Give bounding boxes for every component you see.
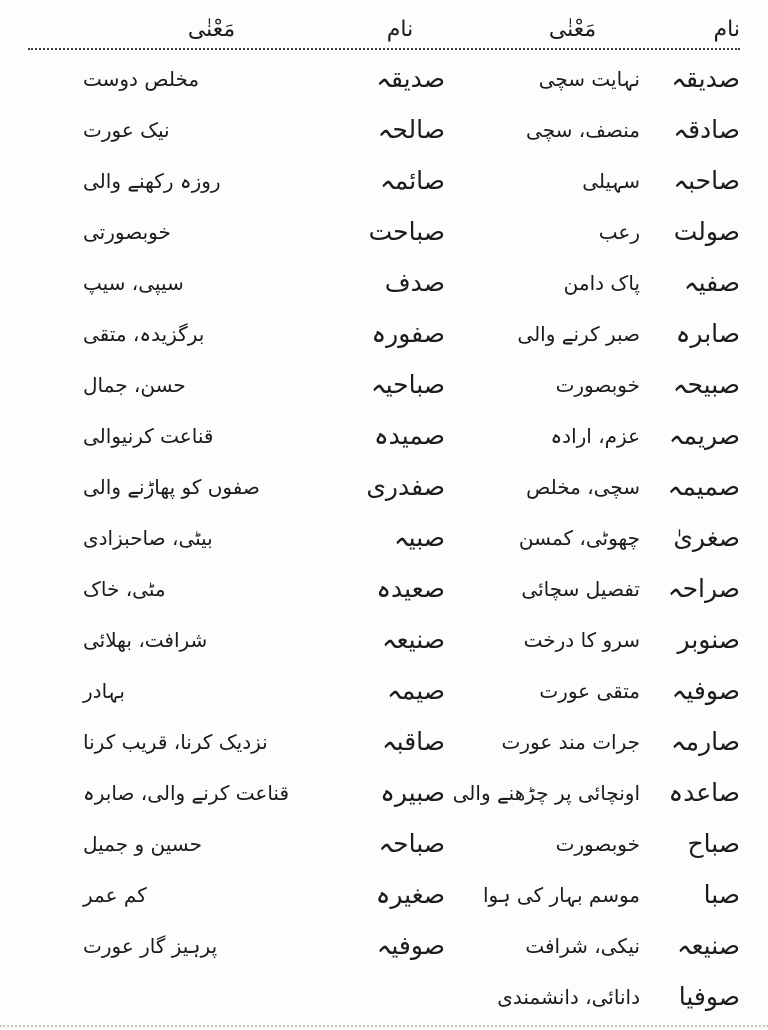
table-body [28,54,740,1023]
meaning-cell-right: پاک دامن [563,271,640,295]
meaning-cell-right: تفصیل سچائی [521,577,640,601]
meaning-cell-left: مخلص دوست [83,67,200,91]
name-cell-left: صدف [384,268,445,298]
meaning-cell-right: دانائی، دانشمندی [497,985,640,1009]
name-cell-right: صریمہ [668,421,740,451]
meaning-cell-right: نیکی، شرافت [525,934,640,958]
meaning-cell-right: موسم بہار کی ہوا [482,883,640,907]
meaning-cell-right: نہایت سچی [538,67,640,91]
name-cell-right: صنوبر [677,625,740,655]
meaning-cell-right: اونچائی پر چڑھنے والی [452,781,640,805]
meaning-cell-right: جرات مند عورت [501,730,640,754]
meaning-cell-right: چھوٹی، کمسن [518,526,640,550]
name-cell-left: صوفیہ [376,931,445,961]
header-dotted-rule [28,48,740,50]
name-cell-right: صنیعہ [676,931,740,961]
name-cell-right: صبا [703,880,740,910]
meaning-cell-left: حسین و جمیل [83,832,202,856]
meaning-cell-right: صبر کرنے والی [517,322,640,346]
name-cell-right: صارمہ [671,727,740,757]
table-row [28,972,740,1023]
table-row [28,156,740,207]
name-cell-right: صولت [673,217,740,247]
meaning-cell-left: خوبصورتی [83,220,171,244]
meaning-cell-right: سرو کا درخت [523,628,640,652]
name-cell-left: صبیہ [394,523,445,553]
name-cell-right: صاحبہ [673,166,740,196]
name-cell-right: صاعدہ [668,778,740,808]
name-cell-left: صباحیہ [370,370,445,400]
name-cell-left: صمیدہ [374,421,445,451]
name-cell-left: صدیقہ [376,64,445,94]
table-row [28,768,740,819]
table-row [28,564,740,615]
meaning-cell-left: کم عمر [83,883,147,907]
table-header [28,6,740,42]
meaning-cell-left: روزہ رکھنے والی [83,169,221,193]
name-cell-left: صعیدہ [376,574,445,604]
meaning-cell-left: سیپی، سیپ [83,271,184,295]
table-row [28,921,740,972]
table-row [28,258,740,309]
name-cell-left: صاقبہ [382,727,445,757]
table-row [28,54,740,105]
name-cell-left: صالحہ [377,115,445,145]
meaning-cell-left: نزدیک کرنا، قریب کرنا [83,730,268,754]
table-row [28,513,740,564]
header-meaning-right: مَعْنٰی [548,16,597,42]
name-cell-left: صبیرہ [380,778,445,808]
meaning-cell-left: بہادر [83,679,125,703]
table-row [28,717,740,768]
meaning-cell-right: خوبصورت [555,832,640,856]
meaning-cell-right: رعب [598,220,640,244]
table-row [28,666,740,717]
meaning-cell-left: صفوں کو پھاڑنے والی [83,475,260,499]
table-row [28,105,740,156]
table-row [28,615,740,666]
name-cell-left: صباحت [368,217,445,247]
bottom-dotted-rule [0,1025,768,1027]
meaning-cell-left: نیک عورت [83,118,170,142]
header-meaning-left: مَعْنٰی [187,16,236,42]
name-cell-left: صفورہ [371,319,445,349]
table-row [28,207,740,258]
meaning-cell-left: حسن، جمال [83,373,186,397]
name-cell-left: صائمہ [380,166,445,196]
header-name-right: نام [713,16,740,42]
meaning-cell-left: پرہیز گار عورت [83,934,218,958]
name-cell-left: صفدری [366,472,445,502]
name-cell-right: صدیقہ [671,64,740,94]
meaning-cell-left: شرافت، بھلائی [83,628,208,652]
meaning-cell-right: عزم، ارادہ [550,424,640,448]
table-row [28,309,740,360]
name-cell-left: صغیرہ [375,880,445,910]
name-cell-left: صباحہ [378,829,445,859]
meaning-cell-left: بیٹی، صاحبزادی [83,526,213,550]
name-cell-right: صادقہ [673,115,740,145]
name-cell-right: صوفیا [678,982,740,1012]
meaning-cell-right: منصف، سچی [526,118,640,142]
header-name-left: نام [386,16,414,42]
meaning-cell-right: متقی عورت [539,679,640,703]
meaning-cell-right: خوبصورت [555,373,640,397]
name-cell-right: صغریٰ [673,523,740,553]
table-row [28,360,740,411]
name-cell-right: صمیمہ [667,472,740,502]
meaning-cell-left: برگزیدہ، متقی [83,322,205,346]
table-row [28,462,740,513]
name-cell-right: صوفیہ [671,676,740,706]
name-cell-right: صراحہ [667,574,740,604]
meaning-cell-left: قناعت کرنے والی، صابرہ [83,781,290,805]
name-cell-left: صنیعہ [381,625,445,655]
table-row [28,870,740,921]
meaning-cell-right: سچی، مخلص [526,475,640,499]
table-row [28,819,740,870]
names-meanings-table [28,6,740,1023]
name-cell-right: صباح [687,829,740,859]
meaning-cell-right: سہیلی [582,169,640,193]
table-row [28,411,740,462]
name-cell-left: صیمہ [387,676,445,706]
meaning-cell-left: مٹی، خاک [83,577,166,601]
name-cell-right: صبیحہ [672,370,740,400]
meaning-cell-left: قناعت کرنیوالی [83,424,214,448]
name-cell-right: صفیہ [683,268,740,298]
name-cell-right: صابرہ [675,319,740,349]
